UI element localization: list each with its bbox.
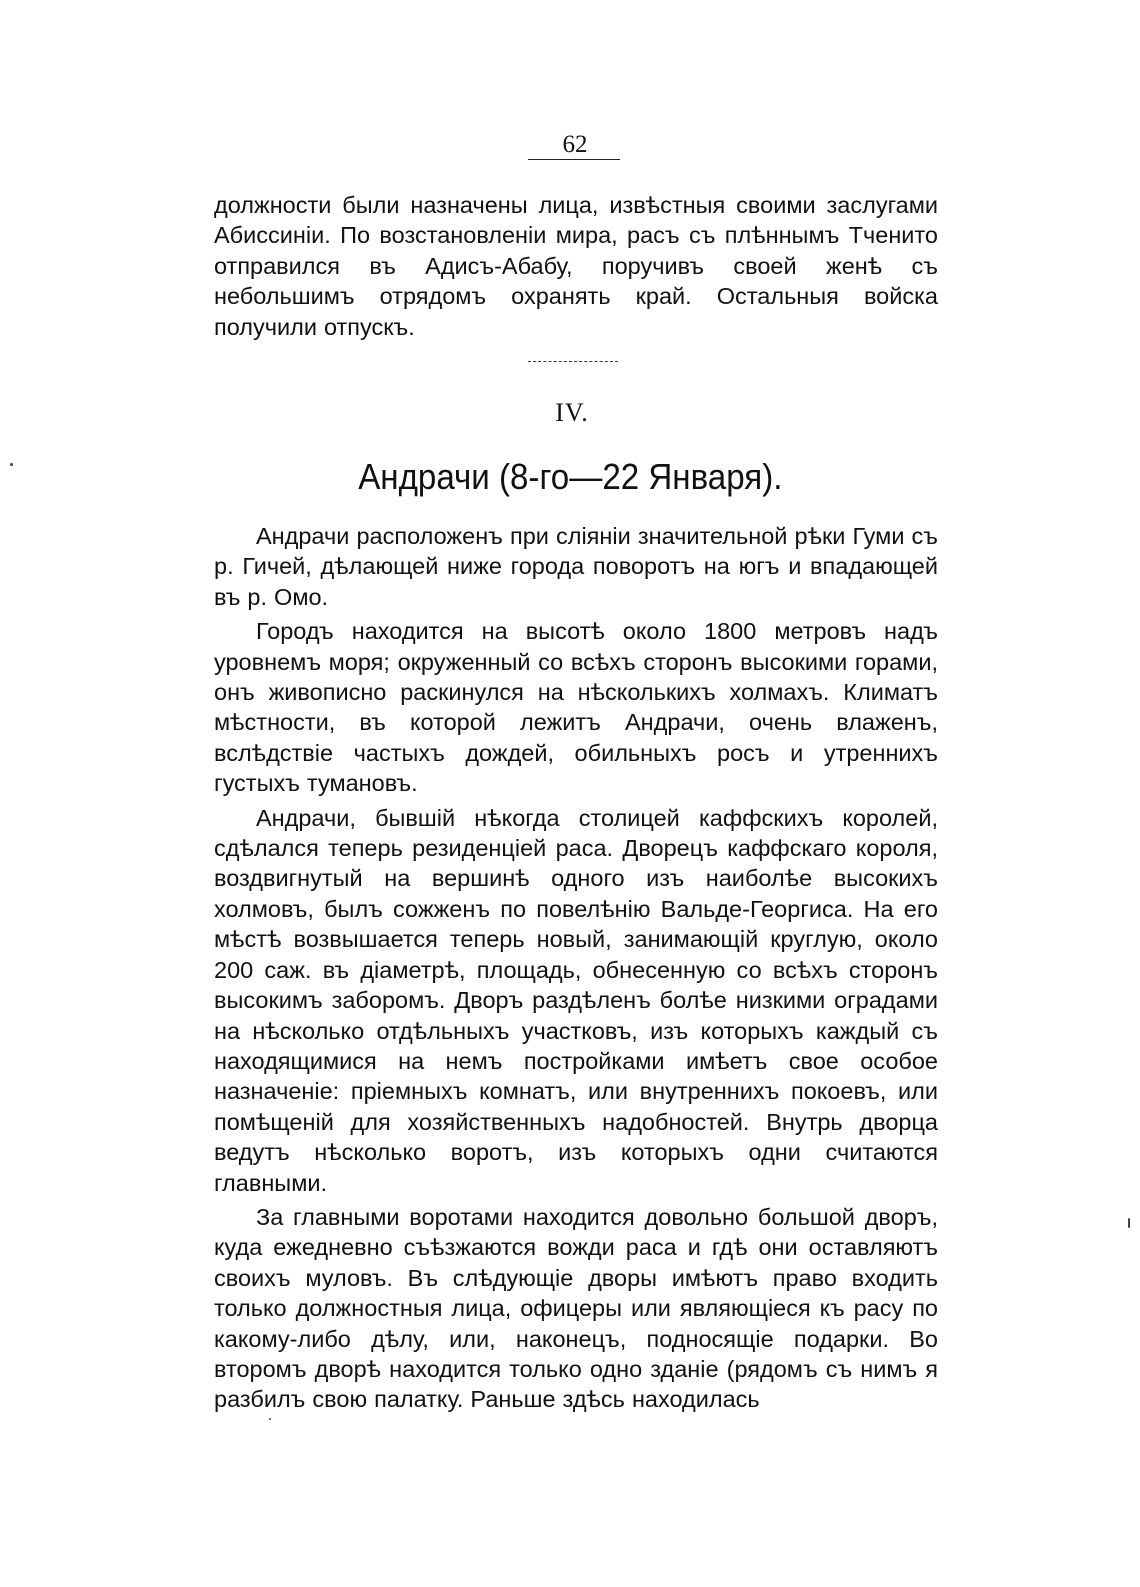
continued-paragraph (214, 190, 938, 342)
paragraph: Андрачи расположенъ при сліяніи значительной рѣки Гуми съ р. Гичей, дѣлающей ниже города поворотъ на югъ и впадающей въ р. Омо. (214, 523, 938, 610)
paragraph: Городъ находится на высотѣ около 1800 метровъ надъ уровнемъ моря; окруженный со всѣхъ сторонъ высокими горами, онъ живописно раскинулся на нѣсколькихъ холмахъ. Климатъ мѣстности, въ которой лежитъ Андрачи, очень влаженъ, вслѣдствіе частыхъ дождей, обильныхъ росъ и утреннихъ густыхъ тумановъ. (214, 618, 938, 797)
scan-speck (269, 1418, 271, 1420)
paragraph: За главными воротами находится довольно большой дворъ, куда ежедневно съѣзжаются вожди раса и гдѣ они оставляютъ своихъ муловъ. Въ слѣдующіе дворы имѣютъ право входить только должностныя лица, офицеры или являющіеся къ расу по какому-либо дѣлу, или, наконецъ, подносящіе подарки. Во второмъ дворѣ находится только одно зданіе (рядомъ съ нимъ я разбилъ свою палатку. Раньше здѣсь находилась (214, 1203, 938, 1413)
section-divider (528, 361, 618, 362)
chapter-title: Андрачи (8-го—22 Января). (358, 456, 783, 497)
scan-speck (1128, 1218, 1130, 1228)
scan-speck (10, 463, 13, 466)
page-number-rule (528, 159, 620, 160)
page-number: 62 (562, 131, 588, 158)
body-text (214, 521, 938, 1415)
paragraph: Андрачи, бывшій нѣкогда столицей каффскихъ королей, сдѣлался теперь резиденціей раса. Дворецъ каффскаго короля, воздвигнутый на вершинѣ одного изъ наиболѣе высокихъ холмовъ, былъ сожженъ по повелѣнію Вальде-Георгиса. На его мѣстѣ возвышается теперь новый, занимающій круглую, около 200 саж. въ діаметрѣ, площадь, обнесенную со всѣхъ сторонъ высокимъ заборомъ. Дворъ раздѣленъ болѣе низкими оградами на нѣсколько отдѣльныхъ участковъ, изъ которыхъ каждый съ находящимися на немъ постройками имѣетъ свое особое назначеніе: пріемныхъ комнатъ, или внутреннихъ покоевъ, или помѣщеній для хозяйственныхъ надобностей. Внутрь дворца ведутъ нѣсколько воротъ, изъ которыхъ одни считаются главными. (214, 804, 938, 1196)
section-number: IV. (555, 398, 589, 427)
continued-paragraph-text: должности были назначены лица, извѣстныя своими заслугами Абиссиніи. По возстановленіи мира, расъ съ плѣннымъ Тченито отправился въ Адисъ-Абабу, поручивъ своей женѣ съ небольшимъ отрядомъ охранять край. Остальныя войска получили отпускъ. (214, 192, 938, 340)
